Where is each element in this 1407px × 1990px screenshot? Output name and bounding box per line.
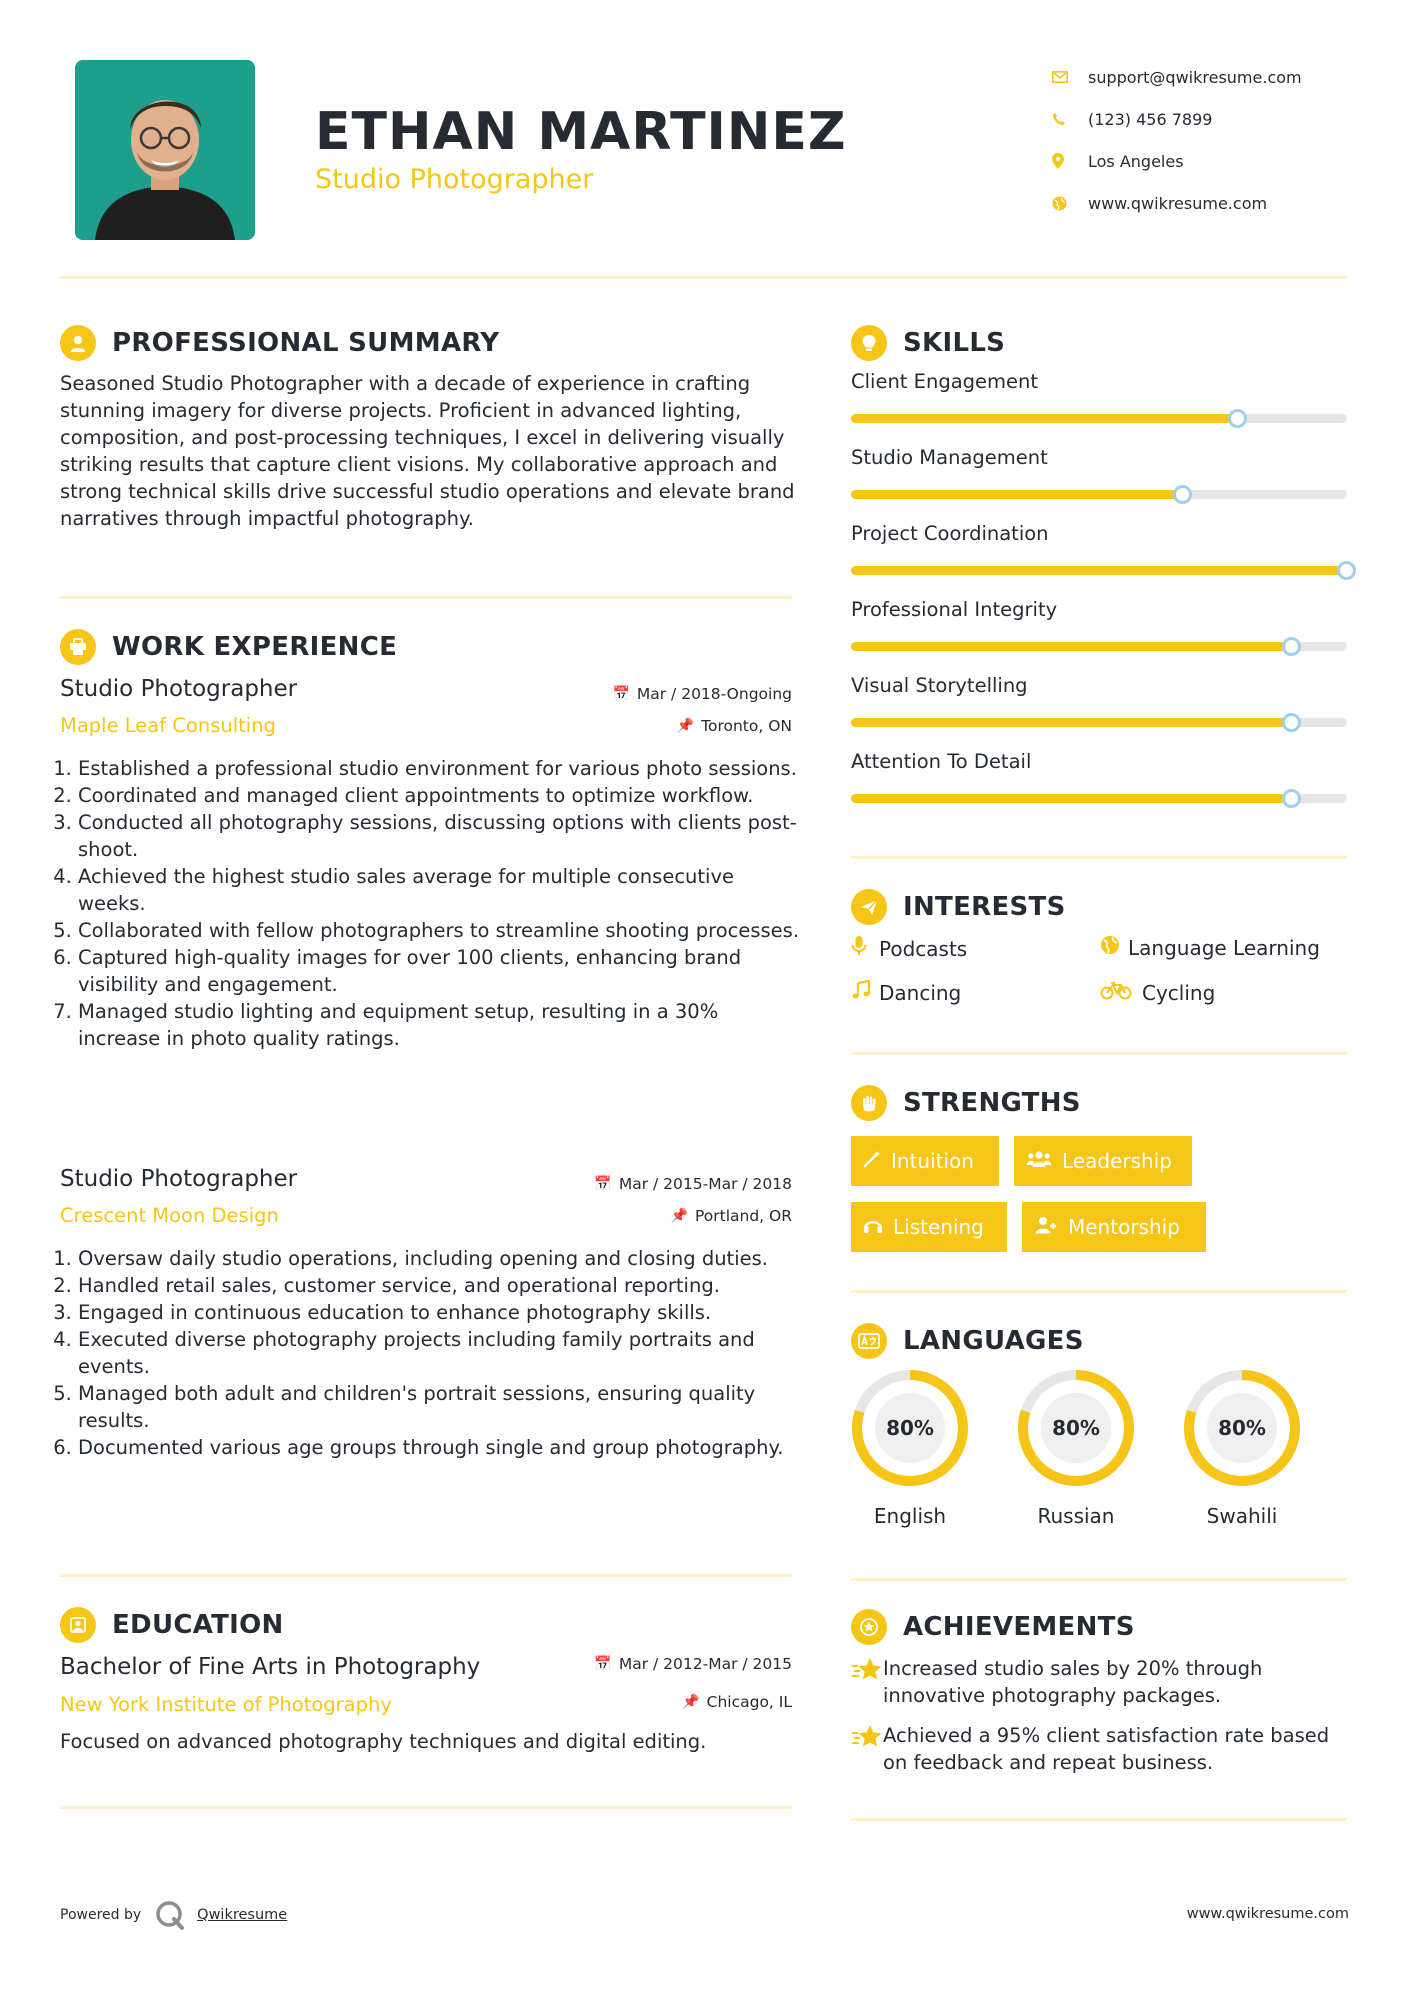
experience-heading [60,629,397,665]
language-item [1180,1366,1304,1528]
achievements-divider [851,1818,1347,1821]
phone-icon [1052,112,1088,126]
strength-chip-mentorship [1022,1202,1206,1252]
education-divider [60,1806,792,1809]
calendar-icon: 📅 [612,686,630,702]
education-location [500,1693,792,1711]
skill-item [851,446,1347,499]
headphones-icon [863,1216,883,1239]
job-2-date [500,1175,792,1193]
skill-bar [851,794,1347,803]
envelope-icon [1052,71,1088,83]
skill-name: Client Engagement [851,370,1039,393]
map-pin-icon [1052,153,1088,169]
summary-text: Seasoned Studio Photographer with a decade of experience in crafting stunning imagery for diverse projects. Proficient in advanced lighting, composition, and post-processing techniques, I excel in delivering visually striking results that capture client visions. My collaborative approach and strong technical skills drive successful studio operations and elevate brand narratives through impactful photography. [60,372,795,530]
job-1-date [500,685,792,703]
footer-powered-by [60,1900,287,1930]
interest-language-learning [1100,935,1320,960]
skill-bar-fill [851,490,1183,499]
skill-name: Visual Storytelling [851,674,1028,697]
contact-phone-text: (123) 456 7899 [1088,109,1213,129]
job-2-company: Crescent Moon Design [60,1204,279,1227]
profile-photo [75,60,255,240]
education-heading-text: EDUCATION [112,1610,284,1640]
briefcase-icon [60,629,96,665]
languages-divider [851,1578,1347,1581]
skill-name: Project Coordination [851,522,1049,545]
job-2-date-text: Mar / 2015-Mar / 2018 [618,1175,792,1193]
list-item: 3. Engaged in continuous education to enhance photography skills. [78,1299,800,1326]
languages-heading-text: LANGUAGES [903,1326,1084,1356]
skill-item [851,674,1347,727]
skill-item [851,370,1347,423]
list-item: 6. Captured high-quality images for over 100 clients, enhancing brand visibility and engagement. [78,944,800,998]
strengths-heading [851,1085,1081,1121]
language-item [1014,1366,1138,1528]
globe-icon [1052,196,1088,211]
globe-icon [1100,935,1128,960]
language-ring [848,1366,972,1490]
interests-divider [851,1052,1347,1055]
users-icon [1026,1150,1052,1173]
skill-bar-knob [1282,789,1301,808]
summary-divider [60,596,792,599]
interests-heading-text: INTERESTS [903,892,1066,922]
strength-label: Leadership [1062,1149,1172,1173]
star-icon [851,1655,883,1709]
skill-item [851,598,1347,651]
skill-bar-knob [1173,485,1192,504]
education-description: Focused on advanced photography techniques and digital editing. [60,1730,707,1753]
education-date-text: Mar / 2012-Mar / 2015 [618,1655,792,1673]
job-1-location-text: Toronto, ON [701,717,792,735]
skill-bar-fill [851,794,1292,803]
achievement-item [851,1722,1351,1776]
list-item: 5. Managed both adult and children's portrait sessions, ensuring quality results. [78,1380,800,1434]
strength-chip-leadership [1014,1136,1192,1186]
contact-location [1052,140,1372,182]
interest-cycling [1100,980,1215,1005]
bicycle-icon [1100,980,1142,1005]
paper-plane-icon [851,889,887,925]
footer-website[interactable]: www.qwikresume.com [1186,1906,1349,1922]
language-name: Swahili [1206,1504,1278,1528]
contact-location-text: Los Angeles [1088,151,1184,171]
skill-name: Attention To Detail [851,750,1032,773]
language-ring [1180,1366,1304,1490]
skill-bar-knob [1337,561,1356,580]
skills-divider [851,856,1347,859]
interest-podcasts [851,935,967,962]
language-item [848,1366,972,1528]
education-location-text: Chicago, IL [706,1693,792,1711]
skill-bar-fill [851,414,1238,423]
language-name: Russian [1037,1504,1115,1528]
list-item: 6. Documented various age groups through single and group photography. [78,1434,800,1461]
strengths-divider [851,1290,1347,1293]
achievement-text: Increased studio sales by 20% through innovative photography packages. [883,1657,1263,1707]
skill-bar-fill [851,718,1292,727]
list-item: 5. Collaborated with fellow photographers to streamline shooting processes. [78,917,800,944]
user-plus-icon [1034,1216,1058,1239]
achievement-text: Achieved a 95% client satisfaction rate based on feedback and repeat business. [883,1724,1330,1774]
user-icon [60,325,96,361]
language-percent: 80% [1052,1416,1100,1440]
strength-chip-listening [851,1202,1007,1252]
pushpin-icon: 📌 [682,1694,700,1710]
skill-bar [851,642,1347,651]
skill-name: Professional Integrity [851,598,1058,621]
powered-by-text: Powered by [60,1907,142,1923]
list-item: 1. Established a professional studio environment for various photo sessions. [78,755,800,782]
candidate-title: Studio Photographer [315,164,594,195]
education-heading [60,1607,284,1643]
job-1-date-text: Mar / 2018-Ongoing [636,685,792,703]
job-1-duties [60,755,800,1052]
hand-icon [851,1085,887,1121]
experience-divider [60,1574,792,1577]
education-school: New York Institute of Photography [60,1693,392,1716]
contact-website-text: www.qwikresume.com [1088,193,1268,213]
list-item: 4. Achieved the highest studio sales average for multiple consecutive weeks. [78,863,800,917]
language-percent: 80% [886,1416,934,1440]
skill-bar-fill [851,642,1292,651]
strength-label: Listening [893,1215,984,1239]
skill-bar-knob [1282,713,1301,732]
music-note-icon [851,980,879,1005]
job-2-location-text: Portland, OR [694,1207,792,1225]
achievements-heading-text: ACHIEVEMENTS [903,1612,1135,1642]
skills-heading [851,325,1005,361]
interest-label: Dancing [879,980,962,1005]
microphone-icon [851,935,879,962]
interest-label: Language Learning [1128,935,1320,960]
lightbulb-icon [851,325,887,361]
skill-bar-knob [1282,637,1301,656]
job-2-title: Studio Photographer [60,1166,298,1192]
job-1-title: Studio Photographer [60,676,298,702]
strength-chip-intuition [851,1136,999,1186]
interest-dancing [851,980,961,1005]
calendar-icon: 📅 [594,1656,612,1672]
language-card-icon [851,1323,887,1359]
job-2-location [500,1207,792,1225]
list-item: 2. Handled retail sales, customer service, and operational reporting. [78,1272,800,1299]
contact-website[interactable] [1052,182,1372,224]
strengths-heading-text: STRENGTHS [903,1088,1081,1118]
graduation-icon [60,1607,96,1643]
experience-heading-text: WORK EXPERIENCE [112,632,398,662]
job-1-company: Maple Leaf Consulting [60,714,276,737]
interest-label: Cycling [1142,980,1216,1005]
job-2-duties [60,1245,800,1461]
header-divider [60,276,1347,279]
contact-email-text: support@qwikresume.com [1088,67,1302,87]
summary-heading [60,325,499,361]
list-item: 1. Oversaw daily studio operations, including opening and closing duties. [78,1245,800,1272]
strength-label: Mentorship [1068,1215,1180,1239]
skill-bar-knob [1228,409,1247,428]
qwikresume-logo-icon [155,1900,185,1930]
contact-phone[interactable] [1052,98,1372,140]
contact-list [1052,56,1372,224]
skill-item [851,522,1347,575]
languages-heading [851,1323,1084,1359]
language-name: English [873,1504,947,1528]
skill-bar [851,414,1347,423]
list-item: 3. Conducted all photography sessions, discussing options with clients post-shoot. [78,809,800,863]
strength-label: Intuition [891,1149,974,1173]
magic-wand-icon [863,1150,881,1173]
achievement-item [851,1655,1351,1709]
list-item: 4. Executed diverse photography projects including family portraits and events. [78,1326,800,1380]
profile-photo-illustration [75,60,255,240]
skills-heading-text: SKILLS [903,328,1006,358]
summary-heading-text: PROFESSIONAL SUMMARY [112,328,500,358]
calendar-icon: 📅 [594,1176,612,1192]
candidate-name: ETHAN MARTINEZ [315,102,847,162]
achievements-heading [851,1609,1135,1645]
pushpin-icon: 📌 [676,718,695,734]
interests-heading [851,889,1066,925]
education-degree: Bachelor of Fine Arts in Photography [60,1654,481,1680]
list-item: 2. Coordinated and managed client appointments to optimize workflow. [78,782,800,809]
skill-bar-fill [851,566,1347,575]
skill-item [851,750,1347,803]
list-item: 7. Managed studio lighting and equipment setup, resulting in a 30% increase in photo quality ratings. [78,998,800,1052]
language-percent: 80% [1218,1416,1266,1440]
trophy-icon [851,1609,887,1645]
education-date [500,1655,792,1673]
skill-name: Studio Management [851,446,1048,469]
qwikresume-link[interactable]: Qwikresume [197,1907,288,1923]
contact-email[interactable] [1052,56,1372,98]
skill-bar [851,490,1347,499]
skill-bar [851,566,1347,575]
interest-label: Podcasts [879,936,968,961]
job-1-location [500,717,792,735]
skill-bar [851,718,1347,727]
pushpin-icon: 📌 [670,1208,688,1224]
language-ring [1014,1366,1138,1490]
star-icon [851,1722,883,1776]
